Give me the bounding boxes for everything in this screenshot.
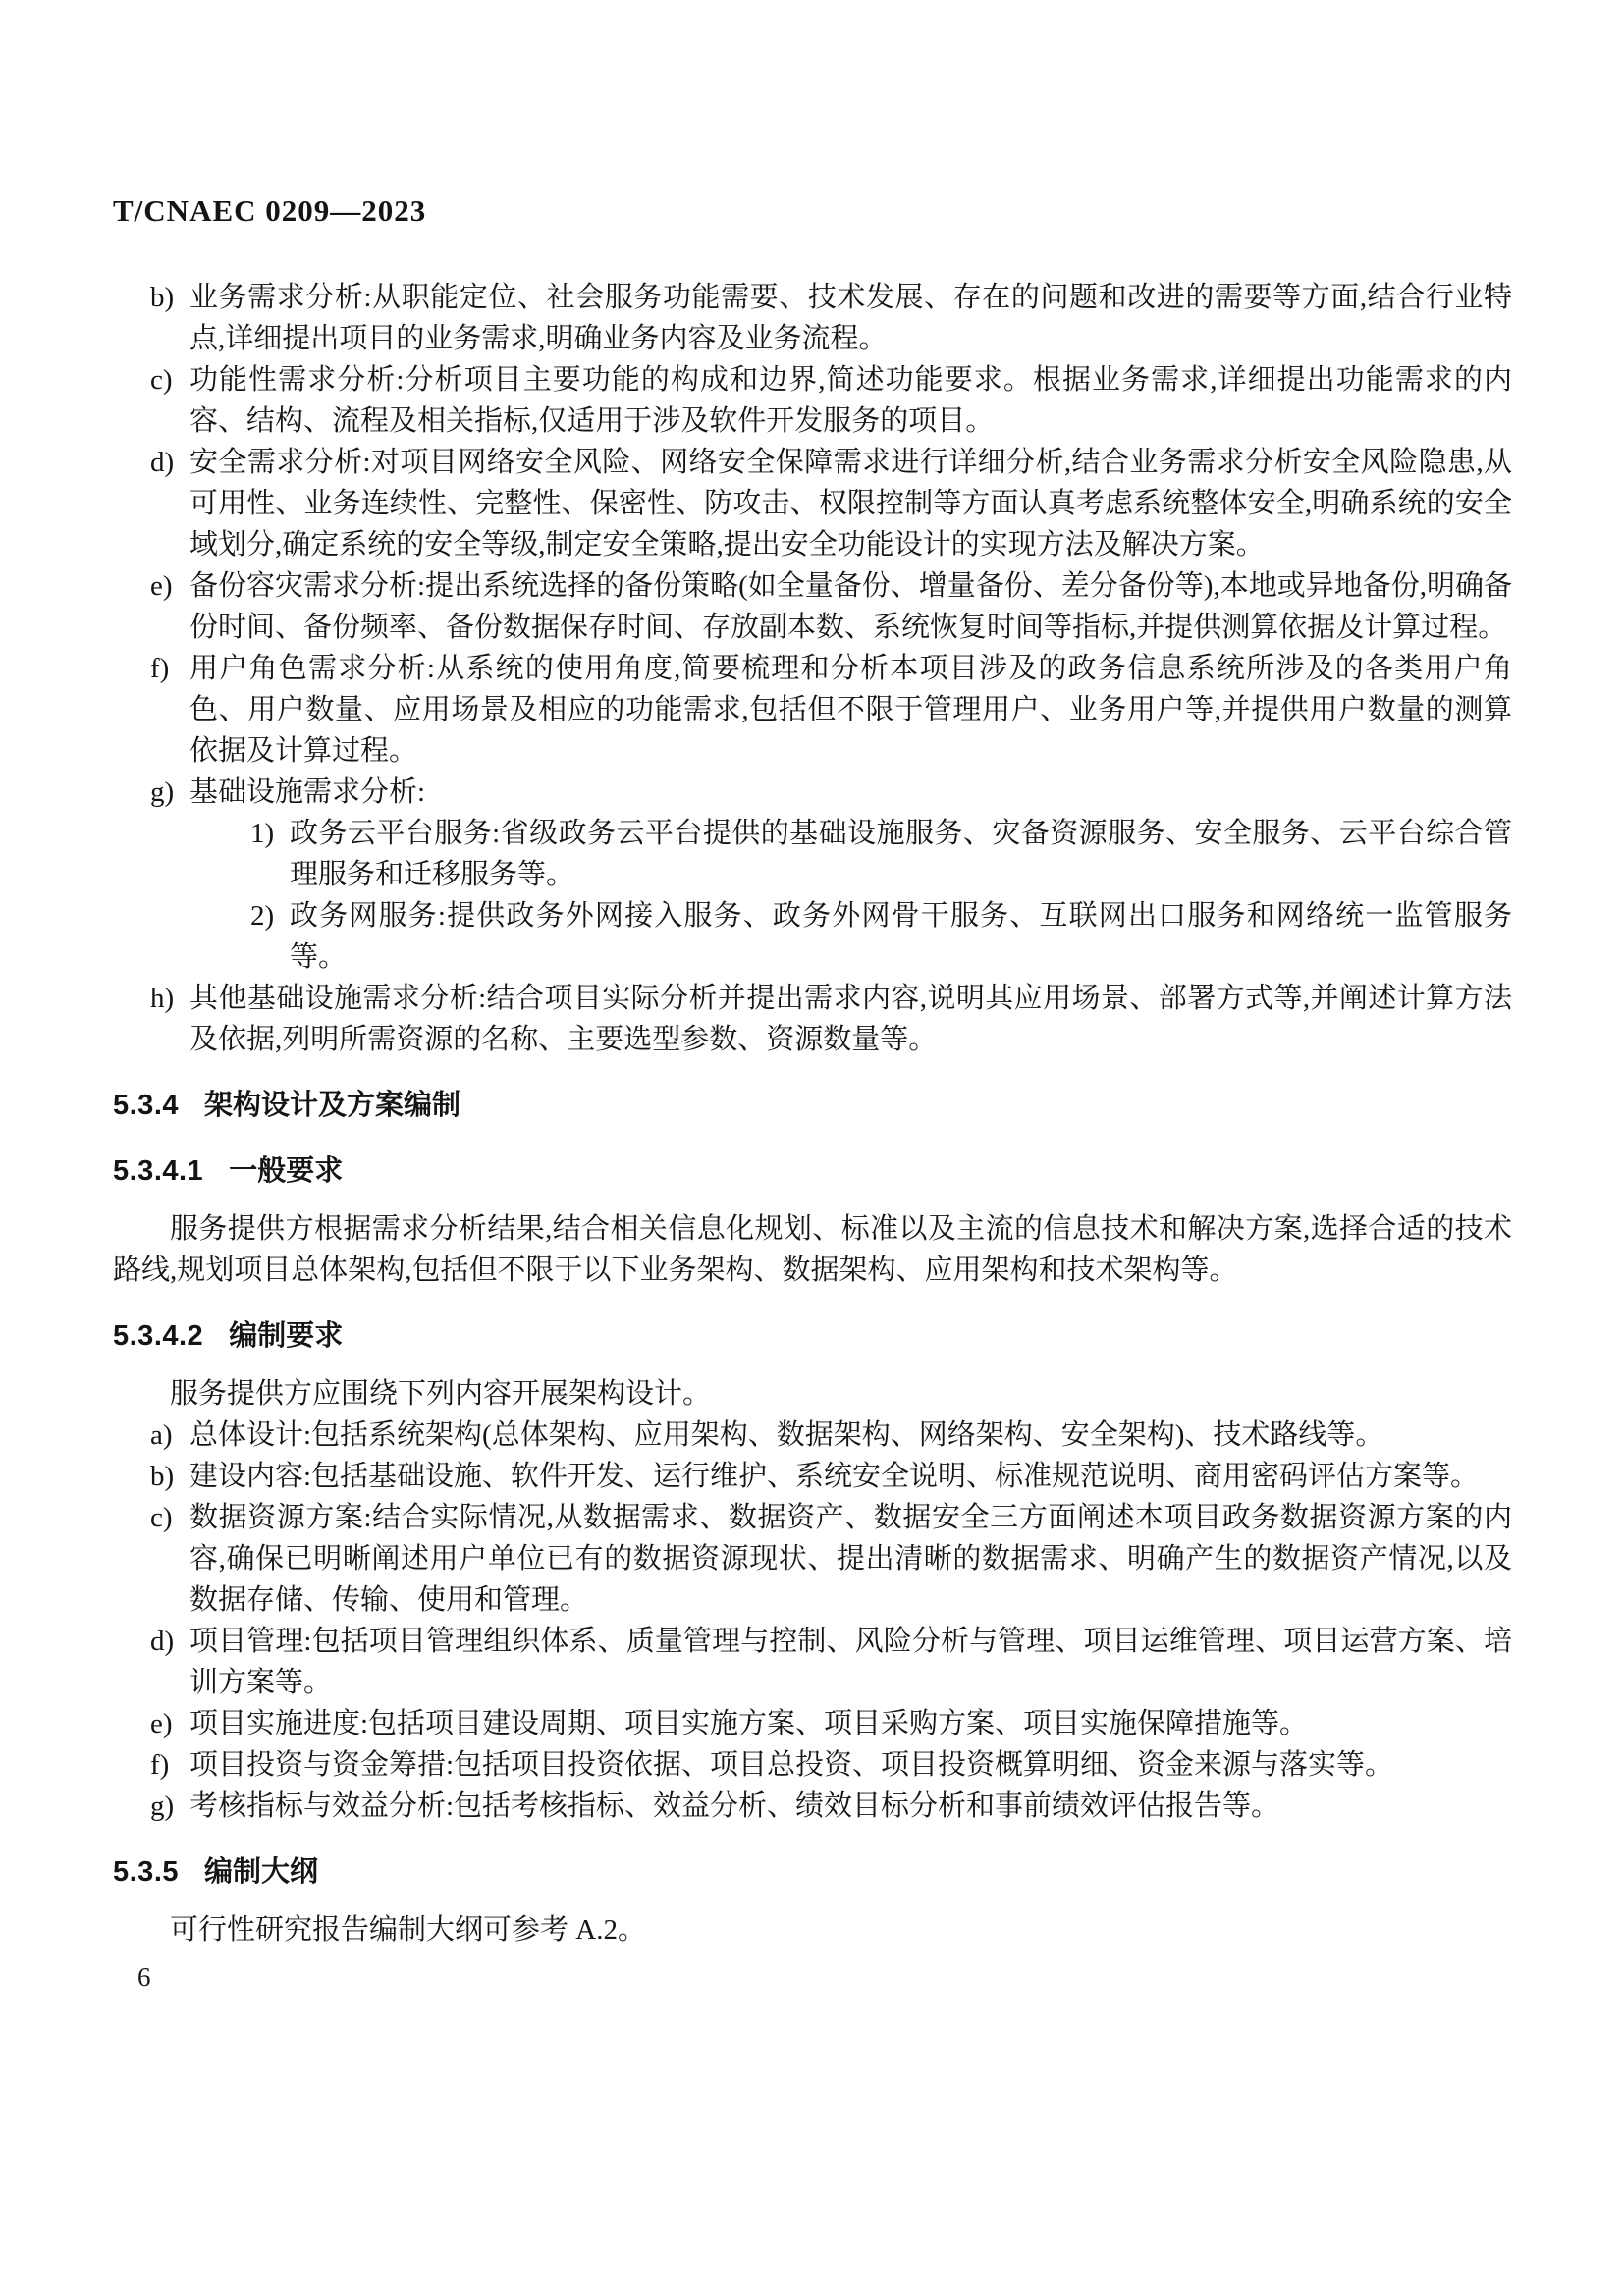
list-item-g bbox=[113, 772, 1512, 813]
compilation-list bbox=[113, 1415, 1512, 1827]
paragraph-outline-reference: 可行性研究报告编制大纲可参考 A.2。 bbox=[170, 1914, 646, 1946]
list-item-e bbox=[113, 565, 1512, 648]
list-item-text: 总体设计:包括系统架构(总体架构、应用架构、数据架构、网络架构、安全架构)、技术路线等。 bbox=[189, 1419, 1384, 1451]
list-item-text: 政务云平台服务:省级政务云平台提供的基础设施服务、灾备资源服务、安全服务、云平台综合管理服务和迁移服务等。 bbox=[290, 818, 1512, 890]
list-item-text: 政务网服务:提供政务外网接入服务、政务外网骨干服务、互联网出口服务和网络统一监管服务等。 bbox=[290, 900, 1512, 973]
list-item-e2 bbox=[113, 1703, 1512, 1744]
running-header: T/CNAEC 0209—2023 bbox=[113, 193, 427, 228]
list-item-text: 安全需求分析:对项目网络安全风险、网络安全保障需求进行详细分析,结合业务需求分析安全风险隐患,从可用性、业务连续性、完整性、保密性、防攻击、权限控制等方面认真考虑系统整体安全,明确系统的安全域划分,确定系统的安全等级,制定安全策略,提出安全功能设计的实现方法及解决方案。 bbox=[189, 447, 1512, 561]
list-item-text: 业务需求分析:从职能定位、社会服务功能需要、技术发展、存在的问题和改进的需要等方面,结合行业特点,详细提出项目的业务需求,明确业务内容及业务流程。 bbox=[189, 282, 1512, 354]
list-item-c2 bbox=[113, 1497, 1512, 1621]
list-item-b2 bbox=[113, 1456, 1512, 1497]
list-item-marker: f) bbox=[150, 653, 170, 684]
section-title: 编制要求 bbox=[229, 1320, 344, 1352]
section-heading-5-3-4-1 bbox=[113, 1150, 1512, 1192]
list-item-text: 其他基础设施需求分析:结合项目实际分析并提出需求内容,说明其应用场景、部署方式等,并阐述计算方法及依据,列明所需资源的名称、主要选型参数、资源数量等。 bbox=[189, 983, 1512, 1055]
list-item-text: 项目投资与资金筹措:包括项目投资依据、项目总投资、项目投资概算明细、资金来源与落实等。 bbox=[189, 1749, 1394, 1781]
section-heading-5-3-5 bbox=[113, 1851, 1512, 1893]
list-item-b bbox=[113, 277, 1512, 359]
section-heading-5-3-4 bbox=[113, 1085, 1512, 1126]
list-item-text: 备份容灾需求分析:提出系统选择的备份策略(如全量备份、增量备份、差分备份等),本地或异地备份,明确备份时间、备份频率、备份数据保存时间、存放副本数、系统恢复时间等指标,并提供测算依据及计算过程。 bbox=[189, 570, 1512, 643]
section-title: 一般要求 bbox=[229, 1155, 344, 1187]
list-item-f2 bbox=[113, 1744, 1512, 1786]
page-number: 6 bbox=[137, 1962, 151, 1992]
list-item-text: 基础设施需求分析: bbox=[189, 776, 426, 808]
list-item-f bbox=[113, 648, 1512, 772]
list-item-c bbox=[113, 359, 1512, 442]
list-item-marker: e) bbox=[150, 1708, 173, 1739]
section-number: 5.3.4.2 bbox=[113, 1320, 204, 1352]
list-item-marker: h) bbox=[150, 983, 175, 1014]
section-title: 编制大纲 bbox=[204, 1856, 319, 1888]
list-item-marker: g) bbox=[150, 776, 175, 808]
list-item-text: 考核指标与效益分析:包括考核指标、效益分析、绩效目标分析和事前绩效评估报告等。 bbox=[189, 1790, 1280, 1822]
section-number: 5.3.4.1 bbox=[113, 1155, 204, 1187]
requirements-list bbox=[113, 277, 1512, 1060]
list-item-h bbox=[113, 978, 1512, 1060]
sub-list-item-2 bbox=[113, 895, 1512, 978]
list-item-marker: a) bbox=[150, 1419, 173, 1451]
list-item-d2 bbox=[113, 1621, 1512, 1703]
section-heading-5-3-4-2 bbox=[113, 1315, 1512, 1357]
list-item-text: 项目实施进度:包括项目建设周期、项目实施方案、项目采购方案、项目实施保障措施等。 bbox=[189, 1708, 1309, 1739]
list-item-text: 项目管理:包括项目管理组织体系、质量管理与控制、风险分析与管理、项目运维管理、项目运营方案、培训方案等。 bbox=[189, 1626, 1512, 1698]
list-item-text: 功能性需求分析:分析项目主要功能的构成和边界,简述功能要求。根据业务需求,详细提出功能需求的内容、结构、流程及相关指标,仅适用于涉及软件开发服务的项目。 bbox=[189, 364, 1512, 437]
list-item-marker: c) bbox=[150, 1502, 173, 1533]
list-item-marker: e) bbox=[150, 570, 173, 602]
list-item-marker: b) bbox=[150, 282, 175, 313]
list-item-marker: g) bbox=[150, 1790, 175, 1822]
list-item-marker: c) bbox=[150, 364, 173, 396]
list-item-a2 bbox=[113, 1415, 1512, 1456]
paragraph-compilation-intro: 服务提供方应围绕下列内容开展架构设计。 bbox=[170, 1378, 712, 1410]
section-title: 架构设计及方案编制 bbox=[204, 1090, 461, 1121]
list-item-d bbox=[113, 442, 1512, 565]
paragraph-general-requirements: 服务提供方根据需求分析结果,结合相关信息化规划、标准以及主流的信息技术和解决方案,选择合适的技术路线,规划项目总体架构,包括但不限于以下业务架构、数据架构、应用架构和技术架构等。 bbox=[113, 1213, 1512, 1286]
list-item-marker: 1) bbox=[250, 818, 275, 849]
list-item-marker: f) bbox=[150, 1749, 170, 1781]
list-item-text: 数据资源方案:结合实际情况,从数据需求、数据资产、数据安全三方面阐述本项目政务数据资源方案的内容,确保已明晰阐述用户单位已有的数据资源现状、提出清晰的数据需求、明确产生的数据资产情况,以及数据存储、传输、使用和管理。 bbox=[189, 1502, 1512, 1616]
list-item-marker: 2) bbox=[250, 900, 275, 932]
sub-list-item-1 bbox=[113, 813, 1512, 895]
list-item-marker: d) bbox=[150, 1626, 175, 1657]
section-number: 5.3.5 bbox=[113, 1856, 179, 1888]
list-item-g2 bbox=[113, 1786, 1512, 1827]
list-item-text: 用户角色需求分析:从系统的使用角度,简要梳理和分析本项目涉及的政务信息系统所涉及的各类用户角色、用户数量、应用场景及相应的功能需求,包括但不限于管理用户、业务用户等,并提供用户数量的测算依据及计算过程。 bbox=[189, 653, 1512, 767]
list-item-text: 建设内容:包括基础设施、软件开发、运行维护、系统安全说明、标准规范说明、商用密码评估方案等。 bbox=[189, 1461, 1480, 1492]
section-number: 5.3.4 bbox=[113, 1090, 179, 1121]
list-item-marker: b) bbox=[150, 1461, 175, 1492]
list-item-marker: d) bbox=[150, 447, 175, 478]
